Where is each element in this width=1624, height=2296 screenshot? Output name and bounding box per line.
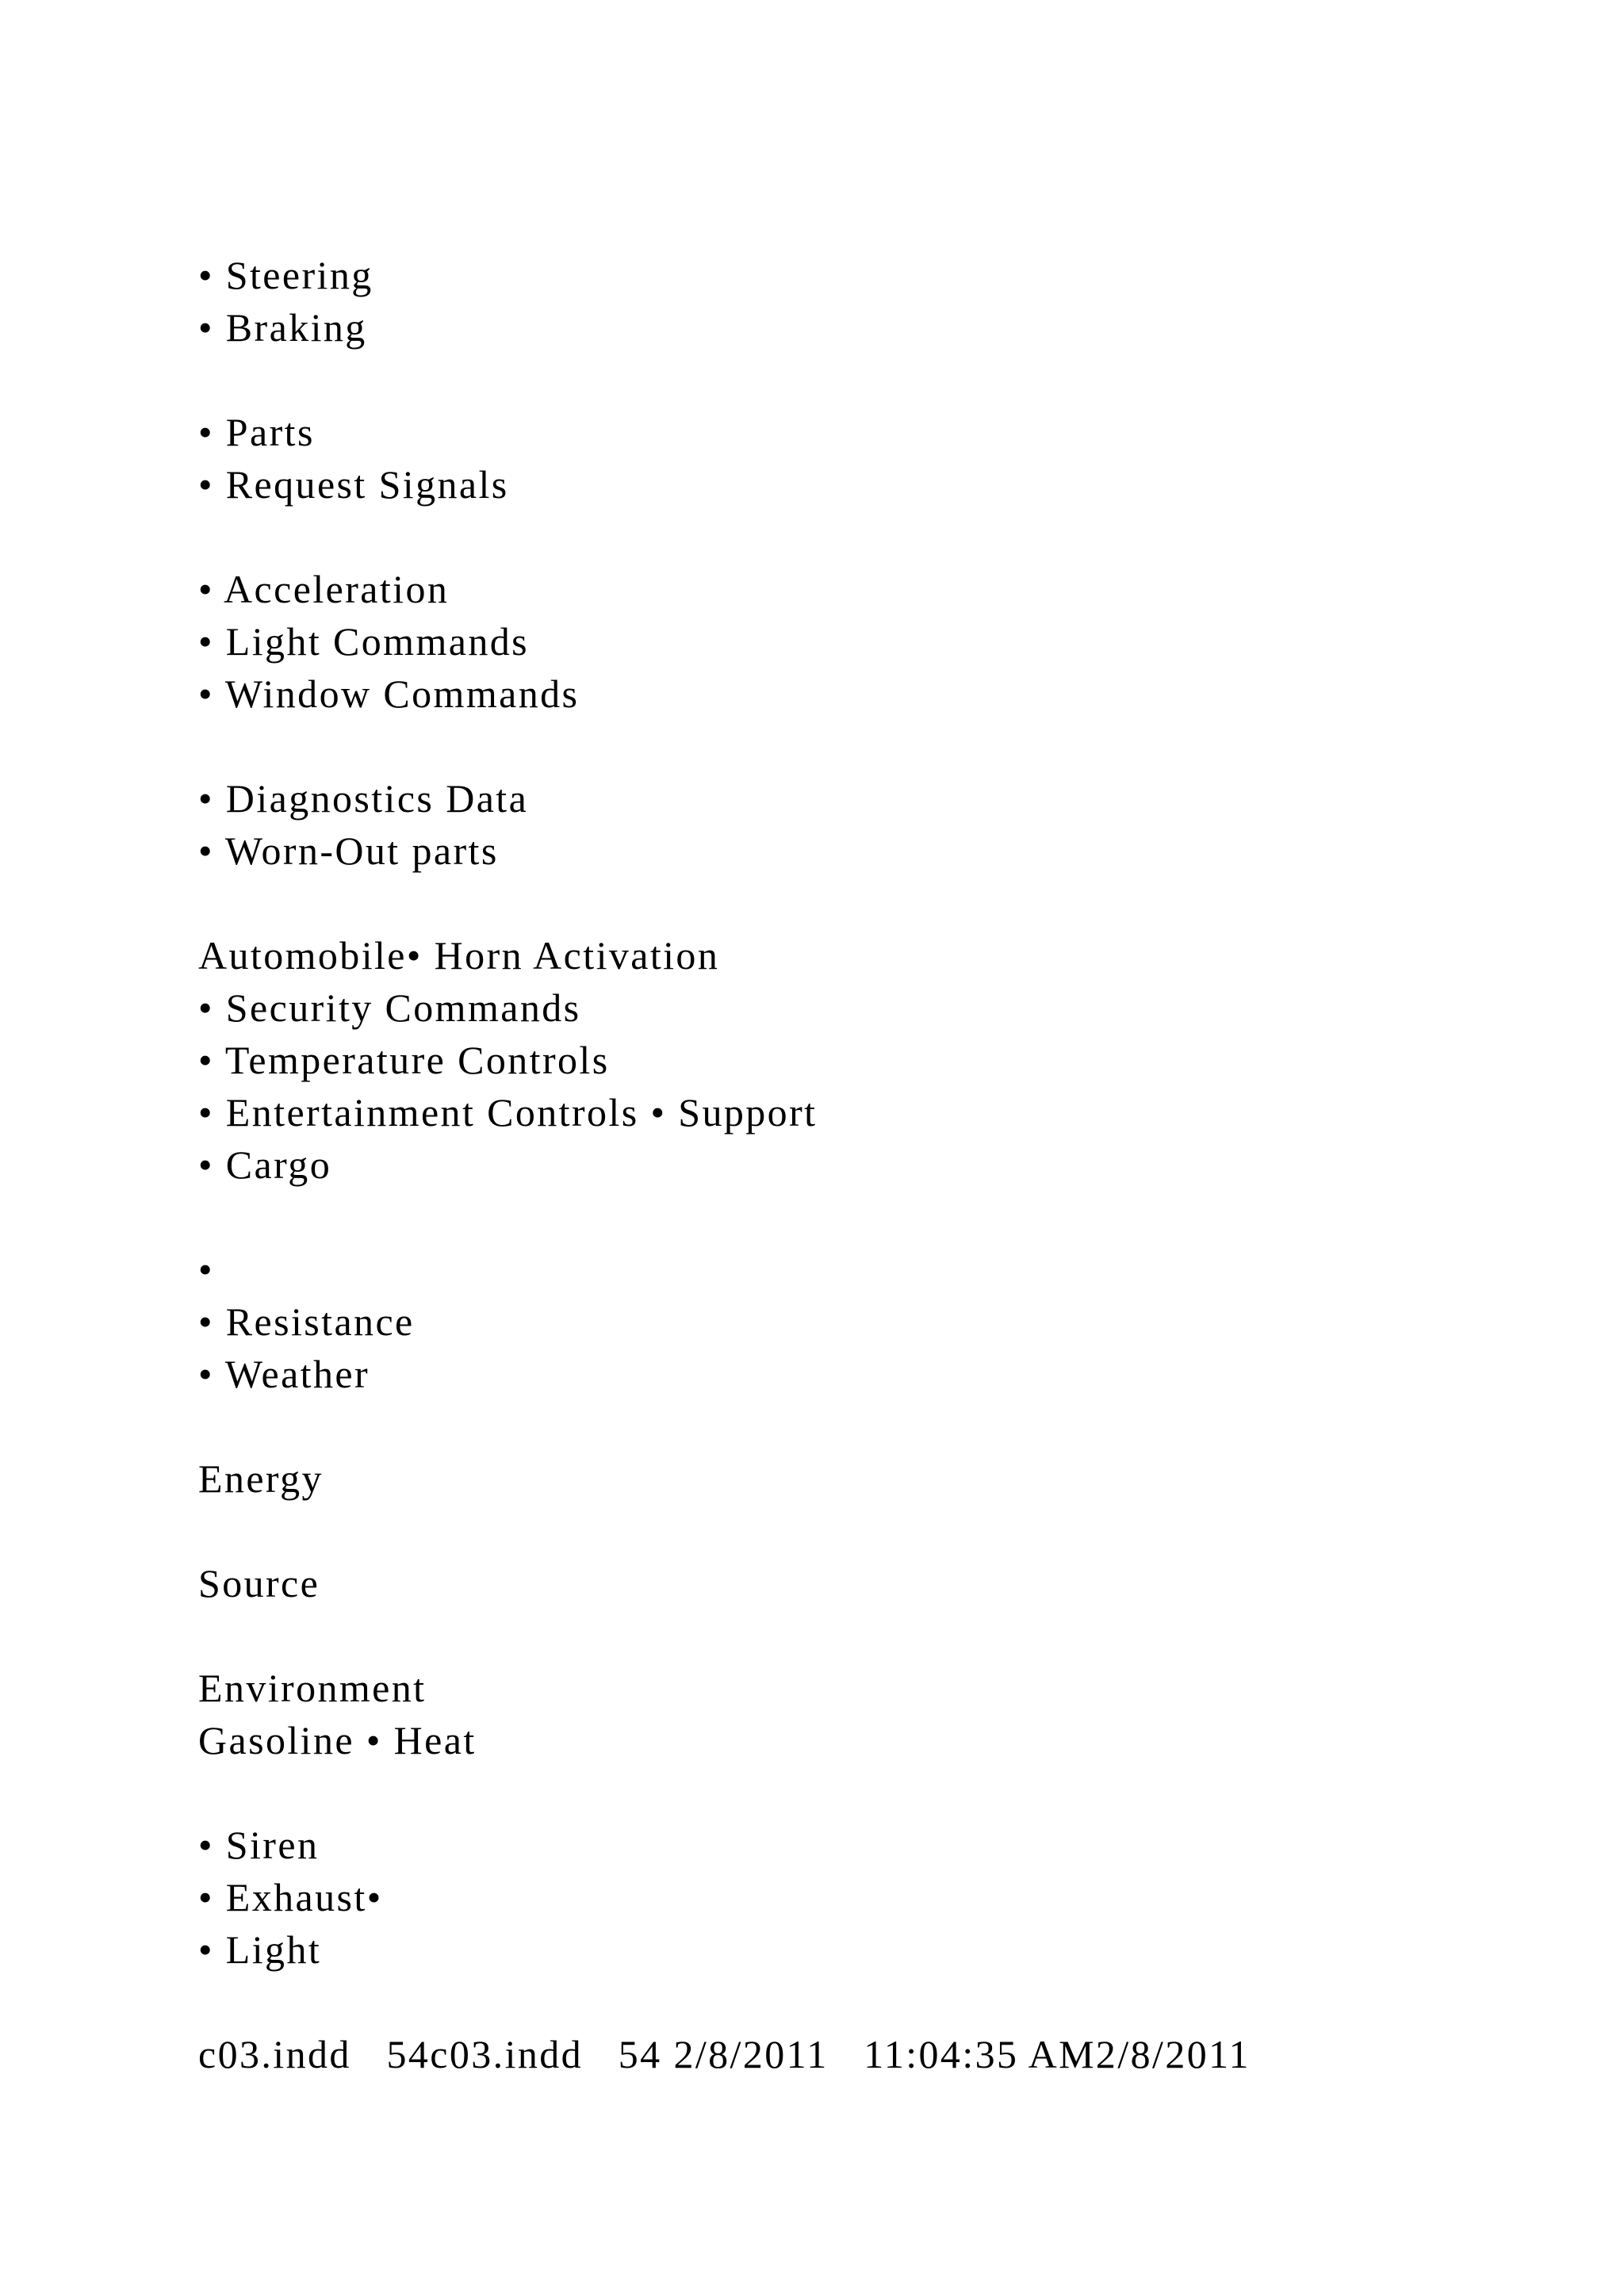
text-line: • Window Commands [198,672,580,716]
text-line: Environment [198,1666,427,1710]
text-line: • Acceleration [198,567,450,611]
footer-slug: c03.indd 54c03.indd 54 2/8/2011 11:04:35 AM2/8/2011 [198,2032,1251,2076]
text-line: • Entertainment Controls • Support [198,1090,818,1135]
text-line: • Braking [198,305,367,350]
text-line: • [198,1247,214,1292]
text-line: • Steering [198,253,373,297]
text-line: Gasoline • Heat [198,1718,477,1762]
text-line: • Siren [198,1823,320,1867]
text-line: • Security Commands [198,985,581,1030]
text-line: • Diagnostics Data [198,776,529,821]
text-line: • Parts [198,410,315,454]
text-line: • Weather [198,1352,370,1396]
text-line: Automobile• Horn Activation [198,933,720,978]
text-line: • Light [198,1927,322,1972]
text-line: • Light Commands [198,619,530,664]
text-line: Energy [198,1456,324,1501]
text-line: Source [198,1561,320,1605]
text-line: • Exhaust• [198,1875,383,1919]
text-line: • Worn-Out parts [198,828,499,873]
text-line: • Cargo [198,1142,332,1187]
text-line: • Temperature Controls [198,1038,610,1082]
text-line: • Resistance [198,1299,415,1344]
text-line: • Request Signals [198,462,509,507]
